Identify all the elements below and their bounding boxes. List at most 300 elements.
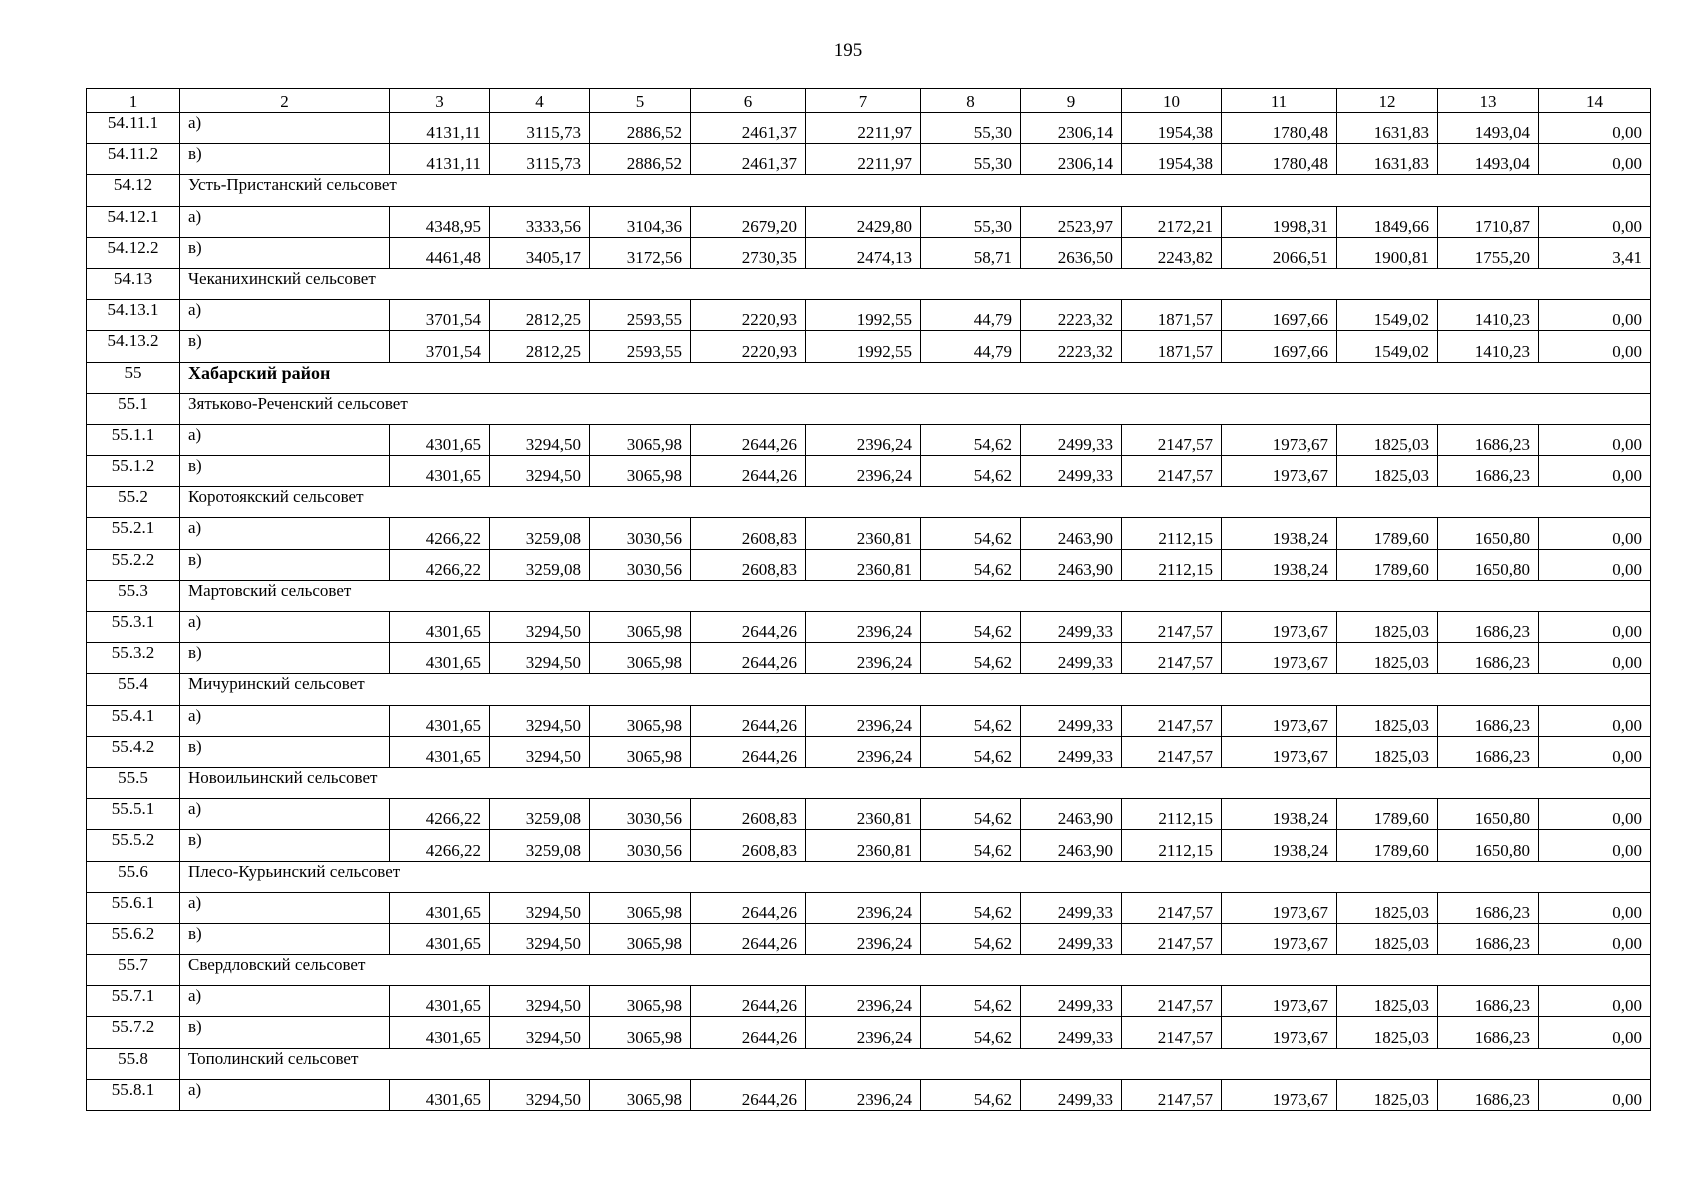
row-label: в) <box>180 830 390 861</box>
row-code: 54.12.2 <box>87 237 180 268</box>
value-cell: 2812,25 <box>490 300 590 331</box>
row-code: 55.6 <box>87 861 180 892</box>
tariff-table <box>86 88 1651 1111</box>
section-header-row <box>87 487 1651 518</box>
value-cell: 1900,81 <box>1337 237 1438 268</box>
value-cell: 2147,57 <box>1122 643 1222 674</box>
value-cell: 54,62 <box>921 549 1021 580</box>
row-code: 55.5 <box>87 767 180 798</box>
value-cell: 4266,22 <box>390 830 490 861</box>
value-cell: 3294,50 <box>490 643 590 674</box>
value-cell: 2644,26 <box>691 986 806 1017</box>
value-cell: 1973,67 <box>1222 736 1337 767</box>
value-cell: 0,00 <box>1539 424 1651 455</box>
value-cell: 2644,26 <box>691 612 806 643</box>
value-cell: 2396,24 <box>806 705 921 736</box>
row-code: 55.1.1 <box>87 424 180 455</box>
value-cell: 2644,26 <box>691 923 806 954</box>
value-cell: 2730,35 <box>691 237 806 268</box>
table-row <box>87 1017 1651 1048</box>
value-cell: 2644,26 <box>691 1017 806 1048</box>
value-cell: 3259,08 <box>490 830 590 861</box>
table-row <box>87 612 1651 643</box>
value-cell: 2066,51 <box>1222 237 1337 268</box>
row-label: а) <box>180 113 390 144</box>
row-label: в) <box>180 736 390 767</box>
value-cell: 1549,02 <box>1337 331 1438 362</box>
table-row <box>87 549 1651 580</box>
value-cell: 4266,22 <box>390 549 490 580</box>
row-label: а) <box>180 206 390 237</box>
value-cell: 3294,50 <box>490 456 590 487</box>
row-label: а) <box>180 986 390 1017</box>
value-cell: 54,62 <box>921 518 1021 549</box>
row-label: в) <box>180 331 390 362</box>
column-number-header: 9 <box>1021 89 1122 113</box>
value-cell: 2499,33 <box>1021 986 1122 1017</box>
value-cell: 2147,57 <box>1122 923 1222 954</box>
section-name: Усть-Пристанский сельсовет <box>180 175 1651 206</box>
value-cell: 4301,65 <box>390 424 490 455</box>
value-cell: 3172,56 <box>590 237 691 268</box>
value-cell: 0,00 <box>1539 144 1651 175</box>
row-label: а) <box>180 1079 390 1110</box>
value-cell: 2644,26 <box>691 892 806 923</box>
value-cell: 4301,65 <box>390 705 490 736</box>
value-cell: 2112,15 <box>1122 549 1222 580</box>
value-cell: 2112,15 <box>1122 830 1222 861</box>
row-code: 55.7.1 <box>87 986 180 1017</box>
value-cell: 3065,98 <box>590 1017 691 1048</box>
district-header-row <box>87 362 1651 393</box>
value-cell: 4266,22 <box>390 518 490 549</box>
value-cell: 2396,24 <box>806 1017 921 1048</box>
value-cell: 1973,67 <box>1222 612 1337 643</box>
value-cell: 54,62 <box>921 612 1021 643</box>
value-cell: 0,00 <box>1539 799 1651 830</box>
column-number-header: 5 <box>590 89 691 113</box>
value-cell: 4266,22 <box>390 799 490 830</box>
value-cell: 1954,38 <box>1122 144 1222 175</box>
row-code: 55.4 <box>87 674 180 705</box>
value-cell: 2463,90 <box>1021 830 1122 861</box>
value-cell: 54,62 <box>921 892 1021 923</box>
table-row <box>87 331 1651 362</box>
value-cell: 2306,14 <box>1021 113 1122 144</box>
value-cell: 55,30 <box>921 144 1021 175</box>
row-code: 55.5.2 <box>87 830 180 861</box>
value-cell: 1871,57 <box>1122 331 1222 362</box>
page-number: 195 <box>833 40 863 61</box>
value-cell: 1825,03 <box>1337 986 1438 1017</box>
value-cell: 0,00 <box>1539 923 1651 954</box>
value-cell: 1697,66 <box>1222 331 1337 362</box>
section-header-row <box>87 767 1651 798</box>
table-row <box>87 830 1651 861</box>
value-cell: 0,00 <box>1539 1017 1651 1048</box>
value-cell: 4131,11 <box>390 113 490 144</box>
value-cell: 1973,67 <box>1222 892 1337 923</box>
table-row <box>87 518 1651 549</box>
value-cell: 2644,26 <box>691 736 806 767</box>
value-cell: 0,00 <box>1539 206 1651 237</box>
column-number-header: 13 <box>1438 89 1539 113</box>
value-cell: 2306,14 <box>1021 144 1122 175</box>
row-code: 55.5.1 <box>87 799 180 830</box>
value-cell: 2812,25 <box>490 331 590 362</box>
table-row <box>87 113 1651 144</box>
value-cell: 2608,83 <box>691 830 806 861</box>
value-cell: 3104,36 <box>590 206 691 237</box>
section-header-row <box>87 393 1651 424</box>
value-cell: 1825,03 <box>1337 456 1438 487</box>
row-label: а) <box>180 424 390 455</box>
column-number-header: 4 <box>490 89 590 113</box>
table-row <box>87 643 1651 674</box>
value-cell: 2147,57 <box>1122 424 1222 455</box>
value-cell: 4301,65 <box>390 1017 490 1048</box>
value-cell: 54,62 <box>921 424 1021 455</box>
column-number-row <box>87 89 1651 113</box>
value-cell: 2360,81 <box>806 830 921 861</box>
column-number-header: 2 <box>180 89 390 113</box>
row-code: 54.13.1 <box>87 300 180 331</box>
value-cell: 44,79 <box>921 300 1021 331</box>
value-cell: 58,71 <box>921 237 1021 268</box>
row-code: 54.12.1 <box>87 206 180 237</box>
value-cell: 3,41 <box>1539 237 1651 268</box>
value-cell: 3030,56 <box>590 549 691 580</box>
value-cell: 1825,03 <box>1337 892 1438 923</box>
row-code: 55.1.2 <box>87 456 180 487</box>
row-code: 55.3.1 <box>87 612 180 643</box>
value-cell: 1973,67 <box>1222 643 1337 674</box>
section-header-row <box>87 861 1651 892</box>
value-cell: 3030,56 <box>590 518 691 549</box>
section-header-row <box>87 1048 1651 1079</box>
value-cell: 1871,57 <box>1122 300 1222 331</box>
value-cell: 1825,03 <box>1337 612 1438 643</box>
section-header-row <box>87 580 1651 611</box>
table-body <box>87 113 1651 1111</box>
row-code: 54.12 <box>87 175 180 206</box>
row-code: 55.7.2 <box>87 1017 180 1048</box>
value-cell: 1686,23 <box>1438 643 1539 674</box>
section-name: Мичуринский сельсовет <box>180 674 1651 705</box>
value-cell: 4301,65 <box>390 736 490 767</box>
value-cell: 2223,32 <box>1021 300 1122 331</box>
value-cell: 2220,93 <box>691 300 806 331</box>
value-cell: 0,00 <box>1539 331 1651 362</box>
row-label: а) <box>180 705 390 736</box>
table-row <box>87 799 1651 830</box>
value-cell: 1493,04 <box>1438 113 1539 144</box>
value-cell: 0,00 <box>1539 892 1651 923</box>
value-cell: 3030,56 <box>590 799 691 830</box>
value-cell: 1849,66 <box>1337 206 1438 237</box>
value-cell: 2499,33 <box>1021 923 1122 954</box>
value-cell: 0,00 <box>1539 113 1651 144</box>
table-row <box>87 1079 1651 1110</box>
column-number-header: 10 <box>1122 89 1222 113</box>
value-cell: 3294,50 <box>490 736 590 767</box>
section-header-row <box>87 674 1651 705</box>
value-cell: 3065,98 <box>590 892 691 923</box>
table-row <box>87 736 1651 767</box>
section-header-row <box>87 268 1651 299</box>
table-row <box>87 206 1651 237</box>
value-cell: 3294,50 <box>490 612 590 643</box>
value-cell: 2593,55 <box>590 300 691 331</box>
value-cell: 3065,98 <box>590 986 691 1017</box>
value-cell: 2499,33 <box>1021 1017 1122 1048</box>
value-cell: 4301,65 <box>390 612 490 643</box>
value-cell: 1780,48 <box>1222 113 1337 144</box>
value-cell: 1686,23 <box>1438 986 1539 1017</box>
value-cell: 1789,60 <box>1337 518 1438 549</box>
row-code: 55.3.2 <box>87 643 180 674</box>
value-cell: 1992,55 <box>806 331 921 362</box>
value-cell: 1973,67 <box>1222 705 1337 736</box>
value-cell: 55,30 <box>921 113 1021 144</box>
table-row <box>87 237 1651 268</box>
value-cell: 2499,33 <box>1021 612 1122 643</box>
value-cell: 2147,57 <box>1122 736 1222 767</box>
value-cell: 2644,26 <box>691 424 806 455</box>
value-cell: 1686,23 <box>1438 612 1539 643</box>
value-cell: 3259,08 <box>490 549 590 580</box>
row-code: 55.1 <box>87 393 180 424</box>
value-cell: 2523,97 <box>1021 206 1122 237</box>
value-cell: 54,62 <box>921 986 1021 1017</box>
value-cell: 2499,33 <box>1021 643 1122 674</box>
value-cell: 4301,65 <box>390 456 490 487</box>
value-cell: 1780,48 <box>1222 144 1337 175</box>
value-cell: 55,30 <box>921 206 1021 237</box>
column-number-header: 3 <box>390 89 490 113</box>
value-cell: 1686,23 <box>1438 424 1539 455</box>
section-name: Плесо-Курьинский сельсовет <box>180 861 1651 892</box>
value-cell: 2147,57 <box>1122 612 1222 643</box>
row-label: в) <box>180 643 390 674</box>
value-cell: 2644,26 <box>691 1079 806 1110</box>
section-name: Мартовский сельсовет <box>180 580 1651 611</box>
value-cell: 1710,87 <box>1438 206 1539 237</box>
value-cell: 3701,54 <box>390 300 490 331</box>
section-name: Чеканихинский сельсовет <box>180 268 1651 299</box>
value-cell: 3259,08 <box>490 518 590 549</box>
value-cell: 3294,50 <box>490 923 590 954</box>
value-cell: 0,00 <box>1539 736 1651 767</box>
value-cell: 0,00 <box>1539 643 1651 674</box>
row-code: 55.4.2 <box>87 736 180 767</box>
value-cell: 4301,65 <box>390 643 490 674</box>
value-cell: 2396,24 <box>806 736 921 767</box>
value-cell: 2461,37 <box>691 113 806 144</box>
value-cell: 2886,52 <box>590 144 691 175</box>
row-code: 55.8.1 <box>87 1079 180 1110</box>
value-cell: 1789,60 <box>1337 549 1438 580</box>
value-cell: 2396,24 <box>806 1079 921 1110</box>
row-code: 55.3 <box>87 580 180 611</box>
value-cell: 2211,97 <box>806 113 921 144</box>
value-cell: 4301,65 <box>390 923 490 954</box>
row-code: 54.11.2 <box>87 144 180 175</box>
value-cell: 2608,83 <box>691 799 806 830</box>
value-cell: 2223,32 <box>1021 331 1122 362</box>
value-cell: 3065,98 <box>590 456 691 487</box>
row-label: в) <box>180 456 390 487</box>
row-code: 55.6.1 <box>87 892 180 923</box>
row-label: а) <box>180 518 390 549</box>
value-cell: 2147,57 <box>1122 456 1222 487</box>
value-cell: 54,62 <box>921 736 1021 767</box>
value-cell: 3294,50 <box>490 1017 590 1048</box>
value-cell: 2147,57 <box>1122 1017 1222 1048</box>
value-cell: 1973,67 <box>1222 456 1337 487</box>
column-number-header: 12 <box>1337 89 1438 113</box>
row-label: в) <box>180 923 390 954</box>
table-row <box>87 705 1651 736</box>
value-cell: 3701,54 <box>390 331 490 362</box>
value-cell: 0,00 <box>1539 986 1651 1017</box>
value-cell: 2172,21 <box>1122 206 1222 237</box>
value-cell: 1549,02 <box>1337 300 1438 331</box>
value-cell: 0,00 <box>1539 456 1651 487</box>
value-cell: 3065,98 <box>590 923 691 954</box>
table-row <box>87 986 1651 1017</box>
value-cell: 0,00 <box>1539 705 1651 736</box>
value-cell: 54,62 <box>921 1017 1021 1048</box>
section-header-row <box>87 955 1651 986</box>
value-cell: 2644,26 <box>691 456 806 487</box>
district-name: Хабарский район <box>180 362 1651 393</box>
value-cell: 2499,33 <box>1021 736 1122 767</box>
value-cell: 4131,11 <box>390 144 490 175</box>
value-cell: 2499,33 <box>1021 424 1122 455</box>
value-cell: 3294,50 <box>490 892 590 923</box>
value-cell: 1410,23 <box>1438 331 1539 362</box>
row-label: в) <box>180 144 390 175</box>
value-cell: 2220,93 <box>691 331 806 362</box>
value-cell: 4301,65 <box>390 1079 490 1110</box>
value-cell: 2360,81 <box>806 549 921 580</box>
value-cell: 3294,50 <box>490 1079 590 1110</box>
value-cell: 2608,83 <box>691 549 806 580</box>
value-cell: 1825,03 <box>1337 643 1438 674</box>
value-cell: 3030,56 <box>590 830 691 861</box>
value-cell: 54,62 <box>921 1079 1021 1110</box>
section-name: Свердловский сельсовет <box>180 955 1651 986</box>
table-row <box>87 424 1651 455</box>
value-cell: 1686,23 <box>1438 1017 1539 1048</box>
value-cell: 2147,57 <box>1122 705 1222 736</box>
value-cell: 3065,98 <box>590 424 691 455</box>
row-code: 55.7 <box>87 955 180 986</box>
value-cell: 1686,23 <box>1438 456 1539 487</box>
value-cell: 1631,83 <box>1337 144 1438 175</box>
section-name: Новоильинский сельсовет <box>180 767 1651 798</box>
row-code: 54.11.1 <box>87 113 180 144</box>
value-cell: 2396,24 <box>806 612 921 643</box>
value-cell: 1686,23 <box>1438 923 1539 954</box>
section-name: Коротоякский сельсовет <box>180 487 1651 518</box>
value-cell: 1998,31 <box>1222 206 1337 237</box>
value-cell: 3065,98 <box>590 1079 691 1110</box>
value-cell: 3405,17 <box>490 237 590 268</box>
table-row <box>87 923 1651 954</box>
row-code: 54.13 <box>87 268 180 299</box>
row-code: 55.2.1 <box>87 518 180 549</box>
column-number-header: 6 <box>691 89 806 113</box>
value-cell: 1825,03 <box>1337 923 1438 954</box>
row-label: а) <box>180 799 390 830</box>
value-cell: 2396,24 <box>806 986 921 1017</box>
value-cell: 54,62 <box>921 923 1021 954</box>
value-cell: 2147,57 <box>1122 1079 1222 1110</box>
value-cell: 1825,03 <box>1337 424 1438 455</box>
row-code: 55.2 <box>87 487 180 518</box>
value-cell: 1825,03 <box>1337 1079 1438 1110</box>
value-cell: 3065,98 <box>590 736 691 767</box>
value-cell: 2112,15 <box>1122 518 1222 549</box>
section-header-row <box>87 175 1651 206</box>
value-cell: 2679,20 <box>691 206 806 237</box>
value-cell: 4461,48 <box>390 237 490 268</box>
value-cell: 3294,50 <box>490 705 590 736</box>
value-cell: 1650,80 <box>1438 799 1539 830</box>
value-cell: 0,00 <box>1539 612 1651 643</box>
value-cell: 1973,67 <box>1222 1079 1337 1110</box>
value-cell: 3115,73 <box>490 144 590 175</box>
value-cell: 1650,80 <box>1438 518 1539 549</box>
value-cell: 1973,67 <box>1222 1017 1337 1048</box>
value-cell: 2886,52 <box>590 113 691 144</box>
value-cell: 2463,90 <box>1021 549 1122 580</box>
value-cell: 1410,23 <box>1438 300 1539 331</box>
value-cell: 3065,98 <box>590 705 691 736</box>
row-code: 55.4.1 <box>87 705 180 736</box>
value-cell: 1650,80 <box>1438 830 1539 861</box>
value-cell: 1755,20 <box>1438 237 1539 268</box>
value-cell: 1631,83 <box>1337 113 1438 144</box>
table-row <box>87 456 1651 487</box>
value-cell: 0,00 <box>1539 1079 1651 1110</box>
value-cell: 2360,81 <box>806 518 921 549</box>
value-cell: 54,62 <box>921 456 1021 487</box>
value-cell: 1973,67 <box>1222 424 1337 455</box>
value-cell: 1825,03 <box>1337 736 1438 767</box>
column-number-header: 7 <box>806 89 921 113</box>
value-cell: 2360,81 <box>806 799 921 830</box>
value-cell: 54,62 <box>921 643 1021 674</box>
value-cell: 1697,66 <box>1222 300 1337 331</box>
value-cell: 1789,60 <box>1337 799 1438 830</box>
value-cell: 2499,33 <box>1021 1079 1122 1110</box>
value-cell: 2396,24 <box>806 456 921 487</box>
value-cell: 3115,73 <box>490 113 590 144</box>
table-row <box>87 892 1651 923</box>
value-cell: 1938,24 <box>1222 549 1337 580</box>
row-label: а) <box>180 300 390 331</box>
value-cell: 1686,23 <box>1438 705 1539 736</box>
value-cell: 54,62 <box>921 799 1021 830</box>
value-cell: 1825,03 <box>1337 1017 1438 1048</box>
value-cell: 2499,33 <box>1021 705 1122 736</box>
value-cell: 4301,65 <box>390 892 490 923</box>
row-label: в) <box>180 237 390 268</box>
value-cell: 1992,55 <box>806 300 921 331</box>
